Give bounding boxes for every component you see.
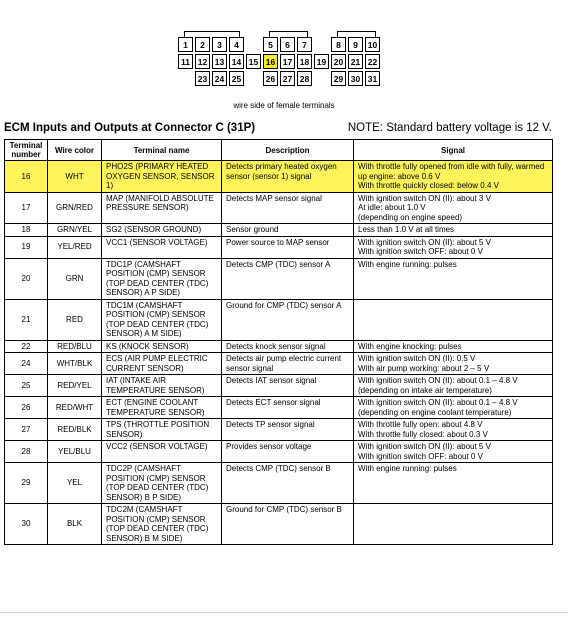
connector-gap <box>314 37 329 52</box>
description-cell: Power source to MAP sensor <box>222 236 354 258</box>
description-cell: Ground for CMP (TDC) sensor A <box>222 299 354 340</box>
terminal-name-cell: TPS (THROTTLE POSITION SENSOR) <box>102 419 222 441</box>
connector-terminal: 1 <box>178 37 193 52</box>
wire-color-cell: RED/BLU <box>48 340 102 353</box>
connector-terminal: 11 <box>178 54 193 69</box>
connector-terminal: 20 <box>331 54 346 69</box>
connector-terminal: 23 <box>195 71 210 86</box>
description-cell: Sensor ground <box>222 224 354 237</box>
signal-cell: With ignition switch ON (II): 0.5 V With air pump working: about 2 – 5 V <box>354 353 553 375</box>
table-row <box>5 397 553 419</box>
table-row <box>5 463 553 504</box>
terminal-number-cell: 19 <box>5 236 48 258</box>
wire-color-cell: GRN <box>48 258 102 299</box>
header-signal: Signal <box>354 140 553 161</box>
terminal-number-cell: 28 <box>5 441 48 463</box>
connector-terminal: 13 <box>212 54 227 69</box>
wire-color-cell: WHT/BLK <box>48 353 102 375</box>
terminal-name-cell: TDC1P (CAMSHAFT POSITION (CMP) SENSOR (TOP DEAD CENTER (TDC) SENSOR) A P SIDE) <box>102 258 222 299</box>
connector-terminal: 31 <box>365 71 380 86</box>
connector-terminal: 14 <box>229 54 244 69</box>
divider <box>0 612 568 613</box>
connector-terminal: 10 <box>365 37 380 52</box>
terminal-number-cell: 22 <box>5 340 48 353</box>
terminal-name-cell: VCC2 (SENSOR VOLTAGE) <box>102 441 222 463</box>
header-description: Description <box>222 140 354 161</box>
connector-terminal: 3 <box>212 37 227 52</box>
terminal-name-cell: IAT (INTAKE AIR TEMPERATURE SENSOR) <box>102 375 222 397</box>
signal-cell: With engine running: pulses <box>354 463 553 504</box>
terminal-name-cell: TDC2M (CAMSHAFT POSITION (CMP) SENSOR (TOP DEAD CENTER (TDC) SENSOR) B M SIDE) <box>102 504 222 545</box>
terminal-name-cell: SG2 (SENSOR GROUND) <box>102 224 222 237</box>
signal-cell: With ignition switch ON (II): about 0.1 – 4.8 V (depending on engine coolant temperature) <box>354 397 553 419</box>
signal-cell: With throttle fully open: about 4.8 V With throttle fully closed: about 0.3 V <box>354 419 553 441</box>
voltage-note: NOTE: Standard battery voltage is 12 V. <box>347 122 552 134</box>
terminal-name-cell: PHO2S (PRIMARY HEATED OXYGEN SENSOR, SENSOR 1) <box>102 161 222 193</box>
connector-terminal: 8 <box>331 37 346 52</box>
wire-color-cell: GRN/YEL <box>48 224 102 237</box>
signal-cell: With ignition switch ON (II): about 5 V With ignition switch OFF: about 0 V <box>354 441 553 463</box>
table-row <box>5 353 553 375</box>
signal-cell <box>354 299 553 340</box>
pin-table <box>4 139 553 545</box>
signal-cell: With engine knocking: pulses <box>354 340 553 353</box>
terminal-number-cell: 17 <box>5 192 48 224</box>
terminal-number-cell: 30 <box>5 504 48 545</box>
terminal-number-cell: 16 <box>5 161 48 193</box>
connector-terminal: 18 <box>297 54 312 69</box>
connector-terminal: 6 <box>280 37 295 52</box>
table-row <box>5 375 553 397</box>
connector-terminal: 4 <box>229 37 244 52</box>
wire-color-cell: WHT <box>48 161 102 193</box>
connector-terminal: 16 <box>263 54 278 69</box>
connector-terminal: 29 <box>331 71 346 86</box>
signal-cell: With ignition switch ON (II): about 0.1 – 4.8 V (depending on intake air temperature) <box>354 375 553 397</box>
header-terminal-name: Terminal name <box>102 140 222 161</box>
connector-terminal: 21 <box>348 54 363 69</box>
description-cell: Detects CMP (TDC) sensor A <box>222 258 354 299</box>
connector-diagram <box>178 37 388 91</box>
signal-cell: With throttle fully opened from idle with fully, warmed up engine: above 0.6 V With throttle quickly closed: below 0.4 V <box>354 161 553 193</box>
description-cell: Ground for CMP (TDC) sensor B <box>222 504 354 545</box>
connector-gap <box>246 37 261 52</box>
connector-terminal: 22 <box>365 54 380 69</box>
description-cell: Detects MAP sensor signal <box>222 192 354 224</box>
table-row <box>5 224 553 237</box>
signal-cell: With ignition switch ON (II): about 5 V With ignition switch OFF: about 0 V <box>354 236 553 258</box>
table-body <box>5 161 553 545</box>
connector-caption: wire side of female terminals <box>233 101 335 110</box>
connector-terminal: 30 <box>348 71 363 86</box>
connector-terminal: 28 <box>297 71 312 86</box>
table-row <box>5 504 553 545</box>
terminal-number-cell: 25 <box>5 375 48 397</box>
table-row <box>5 236 553 258</box>
terminal-number-cell: 21 <box>5 299 48 340</box>
wire-color-cell: RED/WHT <box>48 397 102 419</box>
terminal-number-cell: 20 <box>5 258 48 299</box>
wire-color-cell: BLK <box>48 504 102 545</box>
connector-terminal: 9 <box>348 37 363 52</box>
connector-terminal: 17 <box>280 54 295 69</box>
connector-gap <box>178 71 193 86</box>
connector-terminal: 12 <box>195 54 210 69</box>
connector-terminal: 26 <box>263 71 278 86</box>
wire-color-cell: YEL <box>48 463 102 504</box>
signal-cell: With engine running: pulses <box>354 258 553 299</box>
description-cell: Detects knock sensor signal <box>222 340 354 353</box>
terminal-name-cell: KS (KNOCK SENSOR) <box>102 340 222 353</box>
terminal-number-cell: 18 <box>5 224 48 237</box>
signal-cell <box>354 504 553 545</box>
table-row <box>5 340 553 353</box>
connector-gap <box>246 71 261 86</box>
signal-cell: With ignition switch ON (II): about 3 V At idle: about 1.0 V (depending on engine speed) <box>354 192 553 224</box>
connector-terminal: 19 <box>314 54 329 69</box>
connector-terminal: 25 <box>229 71 244 86</box>
header-terminal: Terminal number <box>5 140 48 161</box>
table-row <box>5 441 553 463</box>
signal-cell: Less than 1.0 V at all times <box>354 224 553 237</box>
wire-color-cell: YEL/BLU <box>48 441 102 463</box>
connector-terminal: 5 <box>263 37 278 52</box>
description-cell: Provides sensor voltage <box>222 441 354 463</box>
description-cell: Detects air pump electric current sensor signal <box>222 353 354 375</box>
connector-gap <box>314 71 329 86</box>
wire-color-cell: YEL/RED <box>48 236 102 258</box>
table-row <box>5 299 553 340</box>
connector-terminal: 24 <box>212 71 227 86</box>
terminal-name-cell: TDC1M (CAMSHAFT POSITION (CMP) SENSOR (TOP DEAD CENTER (TDC) SENSOR) A M SIDE) <box>102 299 222 340</box>
description-cell: Detects primary heated oxygen sensor (sensor 1) signal <box>222 161 354 193</box>
terminal-name-cell: ECT (ENGINE COOLANT TEMPERATURE SENSOR) <box>102 397 222 419</box>
connector-terminal: 2 <box>195 37 210 52</box>
terminal-name-cell: MAP (MANIFOLD ABSOLUTE PRESSURE SENSOR) <box>102 192 222 224</box>
wire-color-cell: RED/YEL <box>48 375 102 397</box>
wire-color-cell: GRN/RED <box>48 192 102 224</box>
terminal-number-cell: 24 <box>5 353 48 375</box>
description-cell: Detects IAT sensor signal <box>222 375 354 397</box>
table-row <box>5 192 553 224</box>
table-header-row <box>5 140 553 161</box>
header-wire-color: Wire color <box>48 140 102 161</box>
terminal-number-cell: 27 <box>5 419 48 441</box>
table-row <box>5 419 553 441</box>
connector-terminal: 27 <box>280 71 295 86</box>
table-title: ECM Inputs and Outputs at Connector C (31P) <box>4 122 256 134</box>
terminal-number-cell: 29 <box>5 463 48 504</box>
connector-terminal: 15 <box>246 54 261 69</box>
terminal-name-cell: VCC1 (SENSOR VOLTAGE) <box>102 236 222 258</box>
wire-color-cell: RED/BLK <box>48 419 102 441</box>
terminal-name-cell: ECS (AIR PUMP ELECTRIC CURRENT SENSOR) <box>102 353 222 375</box>
terminal-name-cell: TDC2P (CAMSHAFT POSITION (CMP) SENSOR (TOP DEAD CENTER (TDC) SENSOR) B P SIDE) <box>102 463 222 504</box>
table-row <box>5 258 553 299</box>
terminal-number-cell: 26 <box>5 397 48 419</box>
connector-terminal: 7 <box>297 37 312 52</box>
table-row <box>5 161 553 193</box>
description-cell: Detects TP sensor signal <box>222 419 354 441</box>
wire-color-cell: RED <box>48 299 102 340</box>
description-cell: Detects ECT sensor signal <box>222 397 354 419</box>
description-cell: Detects CMP (TDC) sensor B <box>222 463 354 504</box>
